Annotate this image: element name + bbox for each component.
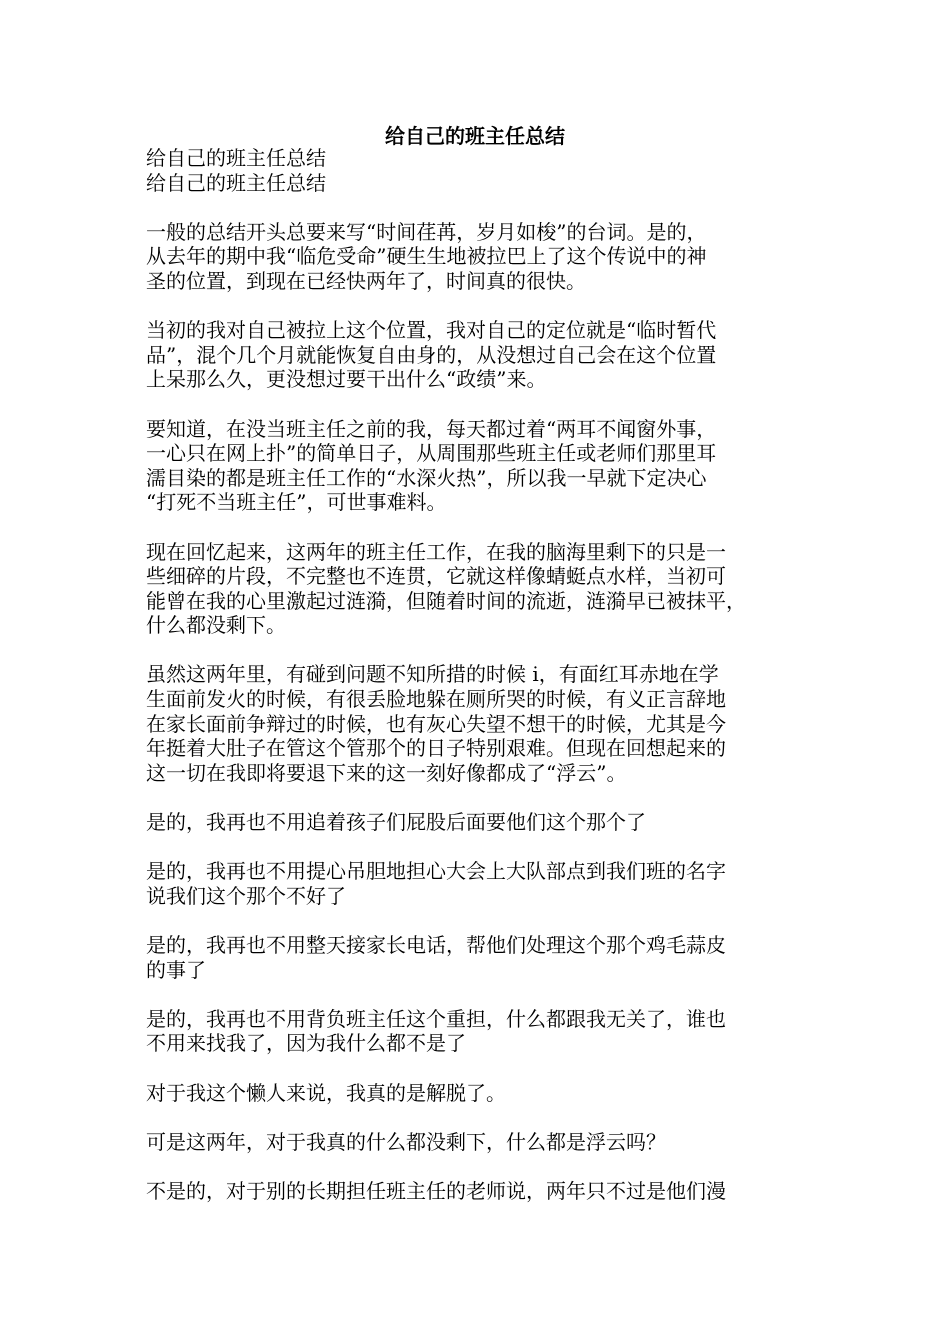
paragraph (146, 1007, 806, 1056)
paragraph-line: 现在回忆起来，这两年的班主任工作，在我的脑海里剩下的只是一 (146, 539, 726, 564)
paragraph-line: 能曾在我的心里激起过涟漪，但随着时间的流逝，涟漪早已被抹平， (146, 588, 746, 613)
paragraph-line: 是的，我再也不用提心吊胆地担心大会上大队部点到我们班的名字 (146, 859, 726, 884)
paragraph-line: 是的，我再也不用整天接家长电话，帮他们处理这个那个鸡毛蒜皮 (146, 933, 726, 957)
paragraph-line: 品”，混个几个月就能恢复自由身的，从没想过自己会在这个位置 (146, 342, 717, 367)
subtitle-line: 给自己的班主任总结 (146, 170, 326, 195)
document-title: 给自己的班主任总结 (385, 124, 565, 148)
paragraph-line: 从去年的期中我“临危受命”硬生生地被拉巴上了这个传说中的神 (146, 244, 707, 269)
paragraph (146, 662, 806, 785)
paragraph-line: 可是这两年，对于我真的什么都没剩下，什么都是浮云吗？ (146, 1129, 666, 1154)
paragraph (146, 540, 806, 638)
paragraph-line: 濡目染的都是班主任工作的“水深火热”，所以我一早就下定决心 (146, 465, 707, 490)
paragraph-line: 这一切在我即将要退下来的这一刻好像都成了“浮云”。 (146, 760, 627, 785)
paragraph (146, 318, 806, 392)
paragraph (146, 220, 806, 294)
subtitle-line: 给自己的班主任总结 (146, 146, 326, 170)
document-body (146, 146, 806, 1228)
paragraph-line: 一心只在网上扑”的简单日子，从周围那些班主任或老师们那里耳 (146, 441, 717, 466)
paragraph (146, 933, 806, 982)
paragraph-line: 上呆那么久，更没想过要干出什么“政绩”来。 (146, 367, 547, 392)
blank-line (146, 195, 806, 220)
paragraph (146, 417, 806, 515)
paragraph-line: 不是的，对于别的长期担任班主任的老师说，两年只不过是他们漫 (146, 1178, 726, 1203)
paragraph (146, 810, 806, 835)
paragraph (146, 1081, 806, 1106)
paragraph-line: 年挺着大肚子在管这个管那个的日子特别艰难。但现在回想起来的 (146, 736, 726, 761)
paragraph-line: 是的，我再也不用追着孩子们屁股后面要他们这个那个了 (146, 810, 646, 835)
paragraph (146, 1130, 806, 1155)
paragraph-line: 要知道，在没当班主任之前的我，每天都过着“两耳不闻窗外事， (146, 416, 717, 441)
paragraph-line: 什么都没剩下。 (146, 613, 286, 638)
paragraph (146, 1179, 806, 1204)
paragraph-line: 说我们这个那个不好了 (146, 883, 346, 908)
paragraph-line: 不用来找我了，因为我什么都不是了 (146, 1031, 466, 1056)
paragraph-list (146, 220, 806, 1204)
paragraph-line: 些细碎的片段，不完整也不连贯，它就这样像蜻蜓点水样，当初可 (146, 564, 726, 589)
paragraph-line: “打死不当班主任”，可世事难料。 (146, 490, 447, 515)
paragraph-line: 圣的位置，到现在已经快两年了，时间真的很快。 (146, 268, 586, 293)
paragraph-line: 虽然这两年里，有碰到问题不知所措的时候 i，有面红耳赤地在学 (146, 662, 719, 687)
paragraph-line: 在家长面前争辩过的时候，也有灰心失望不想干的时候，尤其是今 (146, 711, 726, 736)
paragraph (146, 859, 806, 908)
paragraph-line: 对于我这个懒人来说，我真的是解脱了。 (146, 1080, 506, 1105)
paragraph-line: 一般的总结开头总要来写“时间荏苒，岁月如梭”的台词。是的， (146, 219, 707, 244)
paragraph-line: 生面前发火的时候，有很丢脸地躲在厕所哭的时候，有义正言辞地 (146, 687, 726, 712)
paragraph-line: 当初的我对自己被拉上这个位置，我对自己的定位就是“临时暂代 (146, 318, 717, 343)
subtitle-block (146, 146, 806, 195)
paragraph-line: 的事了 (146, 957, 206, 982)
paragraph-line: 是的，我再也不用背负班主任这个重担，什么都跟我无关了，谁也 (146, 1006, 726, 1031)
